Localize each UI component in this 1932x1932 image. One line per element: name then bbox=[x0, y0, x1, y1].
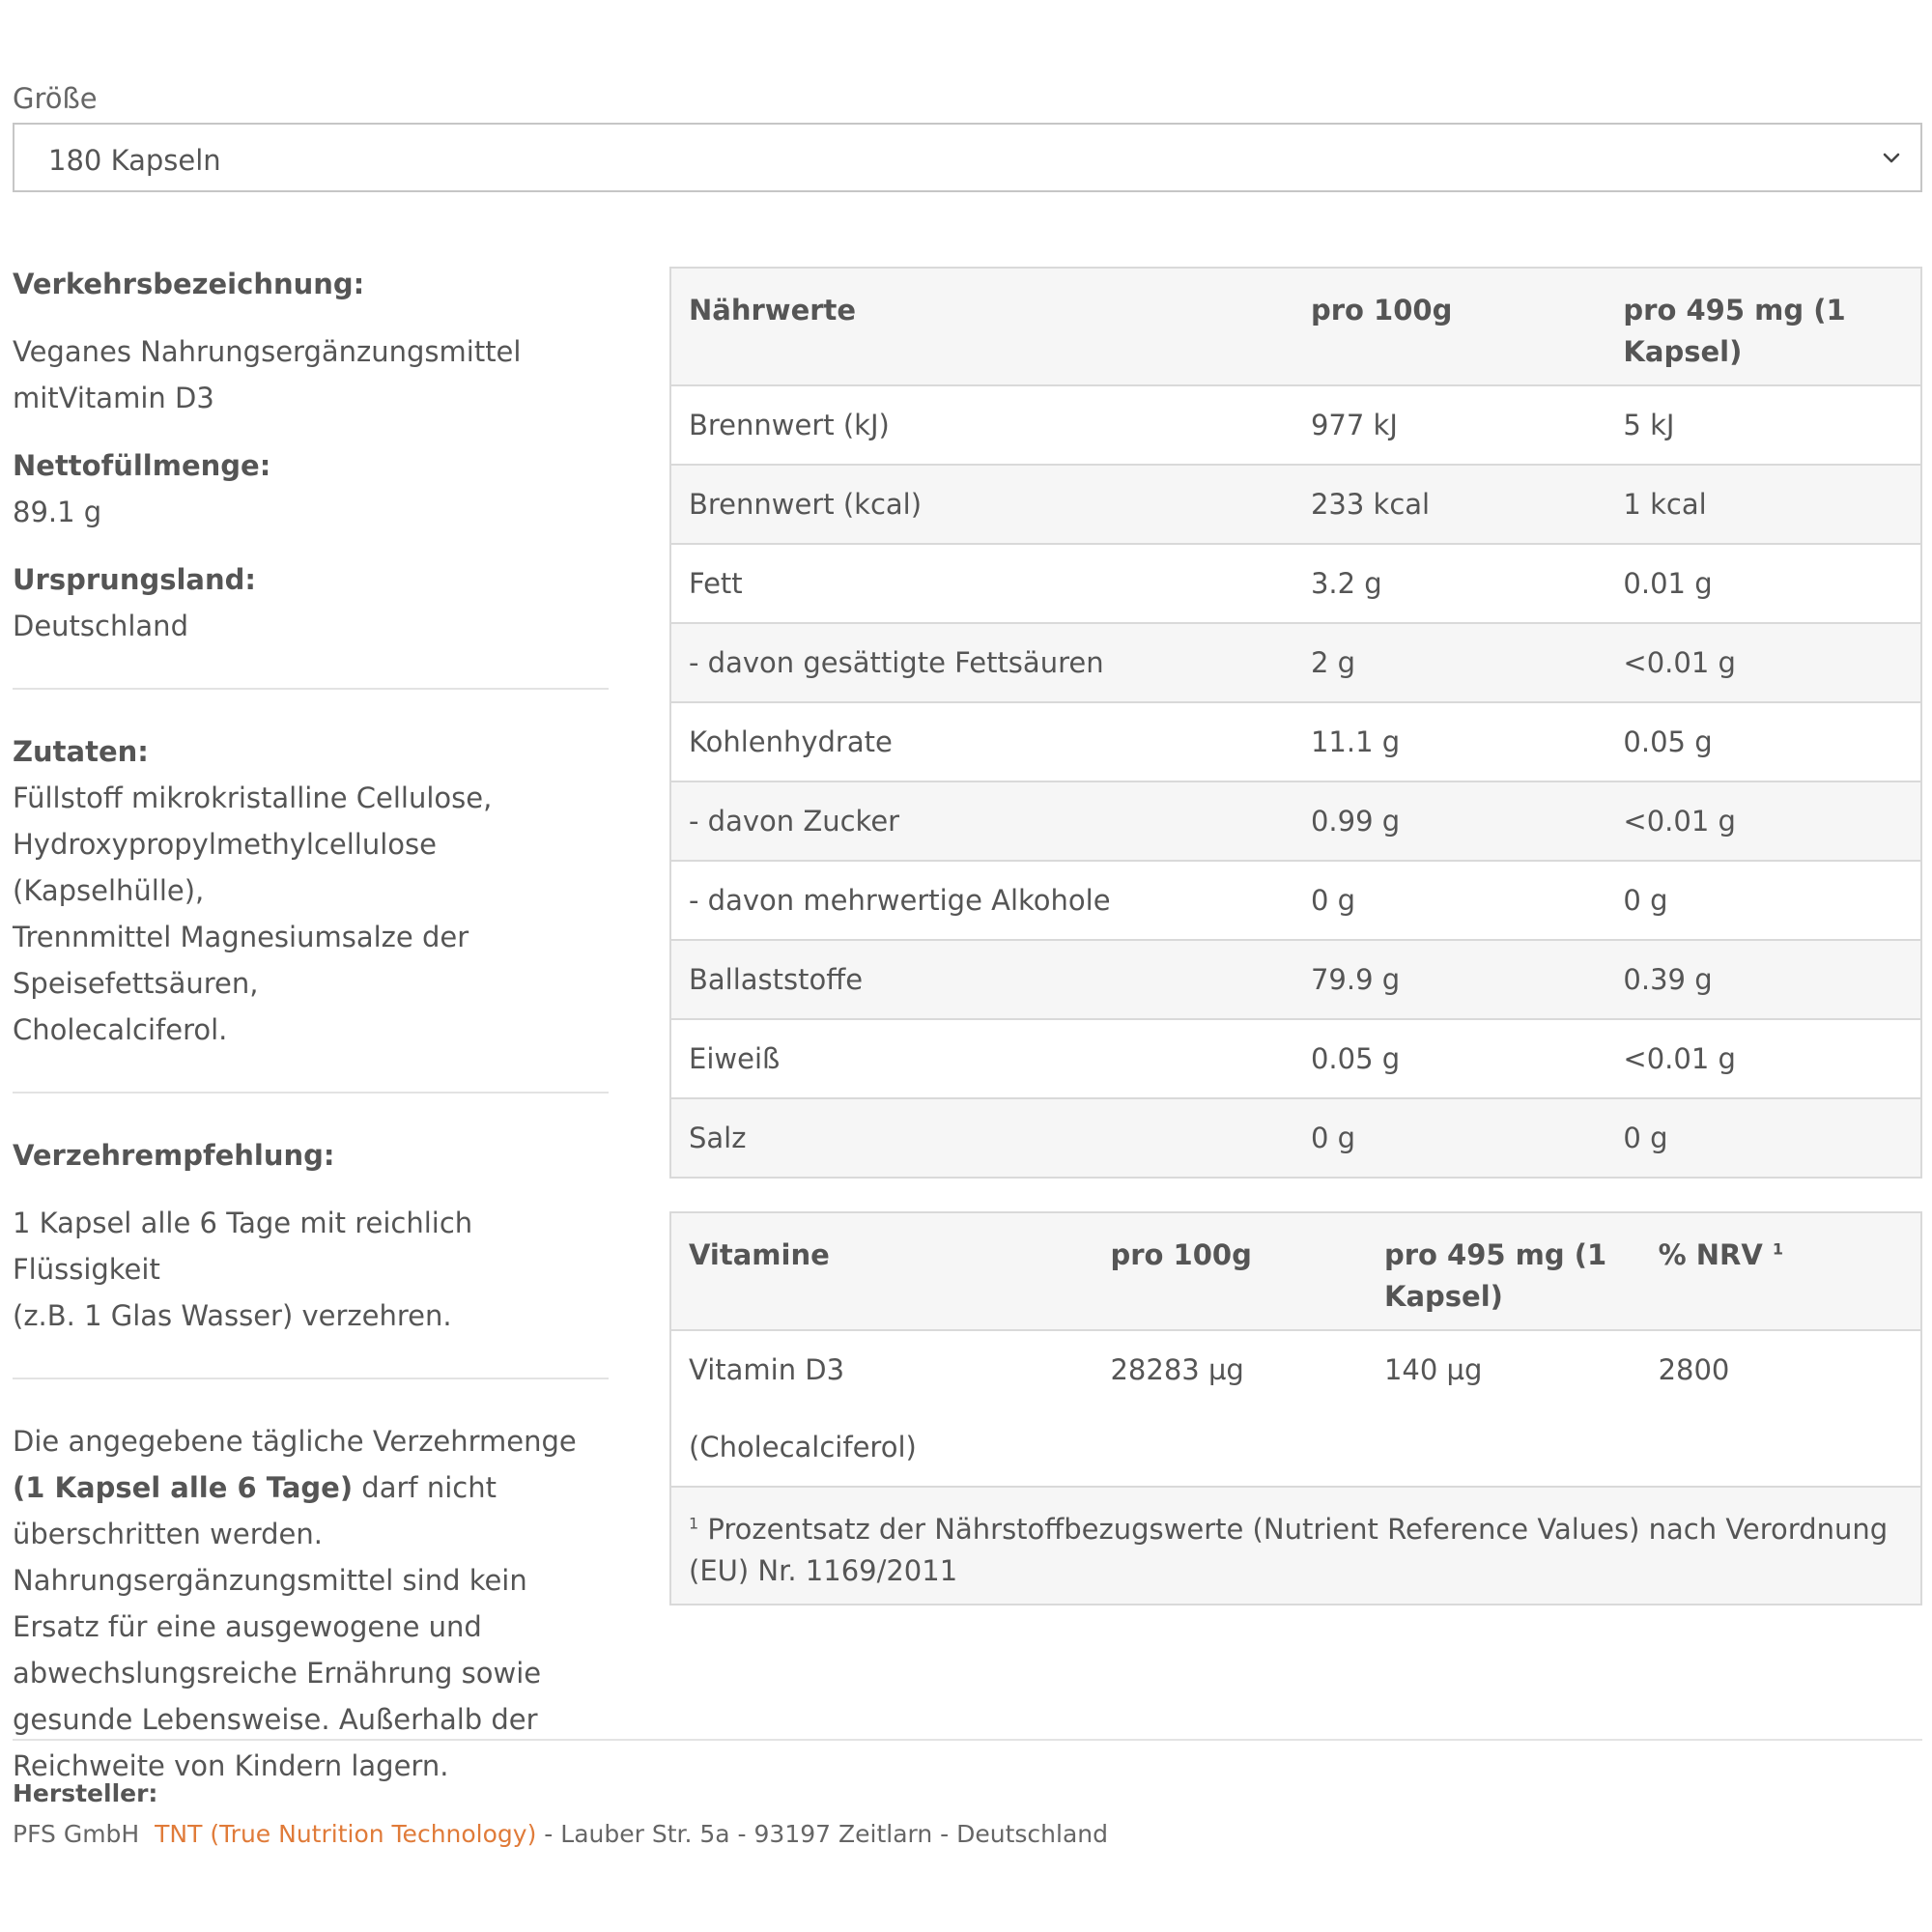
recommendation-label: Verzehrempfehlung: bbox=[13, 1139, 335, 1172]
manufacturer-label: Hersteller: bbox=[13, 1779, 158, 1807]
designation-line: mitVitamin D3 bbox=[13, 382, 214, 414]
ingredients-line: Speisefettsäuren, bbox=[13, 967, 259, 1000]
nutrient-value: 977 kJ bbox=[1293, 385, 1605, 465]
nutrient-value: 0.39 g bbox=[1605, 940, 1921, 1019]
divider bbox=[13, 1092, 609, 1094]
nrv-footnote-marker: 1 bbox=[1772, 1239, 1784, 1259]
nutrient-value: 0 g bbox=[1605, 1098, 1921, 1178]
nutrient-value: 2 g bbox=[1293, 623, 1605, 702]
chevron-down-icon bbox=[1880, 146, 1903, 169]
nutrition-row bbox=[670, 465, 1921, 544]
nutrient-value: 233 kcal bbox=[1293, 465, 1605, 544]
nutrient-name: Brennwert (kJ) bbox=[670, 385, 1293, 465]
nutrient-value: 11.1 g bbox=[1293, 702, 1605, 781]
nutrition-table bbox=[669, 267, 1922, 1179]
divider bbox=[13, 1378, 609, 1379]
ingredients-line: Füllstoff mikrokristalline Cellulose, bbox=[13, 781, 493, 814]
size-selected-value: 180 Kapseln bbox=[48, 144, 221, 177]
vitamin-name: Vitamin D3 (Cholecalciferol) bbox=[670, 1330, 1093, 1487]
ingredients-line: Hydroxypropylmethylcellulose bbox=[13, 828, 437, 861]
nutrient-value: <0.01 g bbox=[1605, 1019, 1921, 1098]
nutrient-name: Salz bbox=[670, 1098, 1293, 1178]
nutrient-name: Fett bbox=[670, 544, 1293, 623]
nutrition-row bbox=[670, 623, 1921, 702]
nutrient-value: <0.01 g bbox=[1605, 781, 1921, 861]
recommendation-line: 1 Kapsel alle 6 Tage mit reichlich Flüssigkeit bbox=[13, 1207, 473, 1286]
nutrient-value: 0.99 g bbox=[1293, 781, 1605, 861]
nutrient-name: Kohlenhydrate bbox=[670, 702, 1293, 781]
nutrition-row bbox=[670, 544, 1921, 623]
nutrition-header: Nährwerte bbox=[670, 268, 1293, 385]
nutrient-value: 0.05 g bbox=[1605, 702, 1921, 781]
warning-pre: Die angegebene tägliche Verzehrmenge bbox=[13, 1425, 577, 1458]
nutrient-value: 0.01 g bbox=[1605, 544, 1921, 623]
vitamin-footnote bbox=[670, 1487, 1921, 1605]
nutrient-value: <0.01 g bbox=[1605, 623, 1921, 702]
nutrient-value: 1 kcal bbox=[1605, 465, 1921, 544]
recommendation-line: (z.B. 1 Glas Wasser) verzehren. bbox=[13, 1299, 452, 1332]
size-label: Größe bbox=[13, 82, 98, 115]
vitamin-header: Vitamine bbox=[670, 1212, 1093, 1330]
nutrient-name: - davon Zucker bbox=[670, 781, 1293, 861]
origin-value: Deutschland bbox=[13, 610, 188, 642]
product-info bbox=[13, 261, 609, 1789]
nutrient-value: 0.05 g bbox=[1293, 1019, 1605, 1098]
nutrition-row bbox=[670, 1019, 1921, 1098]
brand-link[interactable]: TNT (True Nutrition Technology) bbox=[155, 1820, 537, 1848]
warning-post: darf nicht überschritten werden. Nahrungsergänzungsmittel sind kein Ersatz für eine ausgewogene und abwechslungsreiche Ernährung sowie gesunde Lebensweise. Außerhalb der Reichweite von Kindern lagern. bbox=[13, 1471, 542, 1782]
nutrient-value: 0 g bbox=[1293, 1098, 1605, 1178]
ingredients-line: Cholecalciferol. bbox=[13, 1013, 228, 1046]
nutrient-value: 3.2 g bbox=[1293, 544, 1605, 623]
manufacturer-address: - Lauber Str. 5a - 93197 Zeitlarn - Deutschland bbox=[544, 1820, 1108, 1848]
vitamin-header: pro 495 mg (1 Kapsel) bbox=[1367, 1212, 1641, 1330]
nutrient-name: Ballaststoffe bbox=[670, 940, 1293, 1019]
nutrition-row bbox=[670, 1098, 1921, 1178]
net-weight-value: 89.1 g bbox=[13, 496, 102, 528]
manufacturer-company: PFS GmbH bbox=[13, 1820, 140, 1848]
nutrient-value: 0 g bbox=[1293, 861, 1605, 940]
vitamin-row bbox=[670, 1330, 1921, 1487]
manufacturer-line bbox=[13, 1820, 1108, 1848]
vitamin-header: pro 100g bbox=[1093, 1212, 1367, 1330]
warning-bold: (1 Kapsel alle 6 Tage) bbox=[13, 1471, 354, 1504]
vitamin-table bbox=[669, 1211, 1922, 1605]
footnote-marker: 1 bbox=[689, 1514, 699, 1533]
designation-line: Veganes Nahrungsergänzungsmittel bbox=[13, 335, 522, 368]
warning-text bbox=[13, 1418, 609, 1789]
nutrient-value: 79.9 g bbox=[1293, 940, 1605, 1019]
ingredients-line: (Kapselhülle), bbox=[13, 874, 205, 907]
vitamin-value: 2800 bbox=[1641, 1330, 1921, 1487]
nutrient-value: 0 g bbox=[1605, 861, 1921, 940]
nutrient-name: Eiweiß bbox=[670, 1019, 1293, 1098]
nutrition-header: pro 495 mg (1 Kapsel) bbox=[1605, 268, 1921, 385]
nutrition-row bbox=[670, 702, 1921, 781]
divider bbox=[13, 688, 609, 690]
designation-label: Verkehrsbezeichnung: bbox=[13, 268, 365, 300]
net-weight-label: Nettofüllmenge: bbox=[13, 449, 271, 482]
nutrient-name: - davon gesättigte Fettsäuren bbox=[670, 623, 1293, 702]
nutrient-name: - davon mehrwertige Alkohole bbox=[670, 861, 1293, 940]
nutrition-row bbox=[670, 940, 1921, 1019]
nutrition-row bbox=[670, 781, 1921, 861]
vitamin-value: 28283 µg bbox=[1093, 1330, 1367, 1487]
nutrition-row bbox=[670, 861, 1921, 940]
vitamin-header-nrv bbox=[1641, 1212, 1921, 1330]
footnote-text: Prozentsatz der Nährstoffbezugswerte (Nutrient Reference Values) nach Verordnung (EU) Nr. 1169/2011 bbox=[689, 1513, 1889, 1587]
origin-label: Ursprungsland: bbox=[13, 563, 256, 596]
nutrition-header: pro 100g bbox=[1293, 268, 1605, 385]
vitamin-value: 140 µg bbox=[1367, 1330, 1641, 1487]
nutrient-value: 5 kJ bbox=[1605, 385, 1921, 465]
nutrient-name: Brennwert (kcal) bbox=[670, 465, 1293, 544]
size-select[interactable] bbox=[13, 123, 1922, 192]
nrv-label: % NRV bbox=[1658, 1238, 1763, 1271]
divider bbox=[13, 1739, 1922, 1741]
ingredients-label: Zutaten: bbox=[13, 735, 149, 768]
nutrition-row bbox=[670, 385, 1921, 465]
ingredients-line: Trennmittel Magnesiumsalze der bbox=[13, 921, 469, 953]
